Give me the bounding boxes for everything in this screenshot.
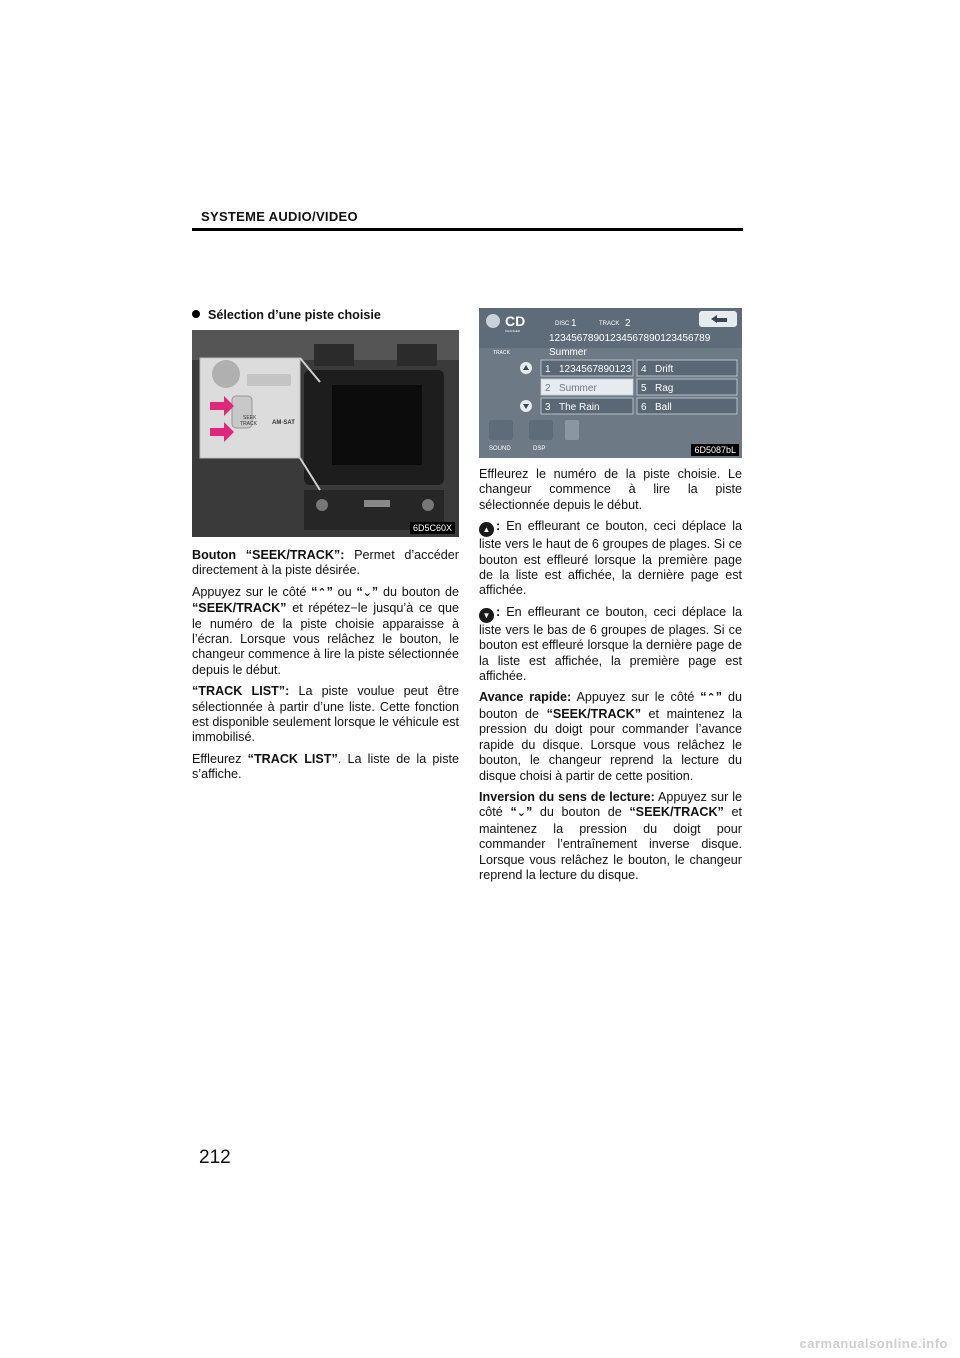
- disc-icon: [486, 314, 500, 328]
- page-header-title: SYSTEME AUDIO/VIDEO: [201, 209, 358, 224]
- term-track-list: “TRACK LIST”:: [192, 684, 290, 699]
- left-text-column: [192, 548, 459, 789]
- paragraph-press: [192, 585, 459, 678]
- text: et répétez−le jusqu’à ce que le numéro de la piste choisie apparaisse à l’écran. Lorsque vous relâchez le bouton, le changeur commence à lire la piste sélectionnée depuis le début.: [192, 601, 459, 677]
- text: Appuyez sur le côté: [192, 584, 312, 599]
- text: La piste voulue peut être sélectionnée à partir d’une liste. Cette fonction est disponible seulement lorsque le véhicule est immobilisé.: [192, 684, 459, 745]
- track-item-4[interactable]: [637, 360, 737, 376]
- quote-open: “: [356, 584, 363, 599]
- track-item-2-num: 2: [545, 383, 551, 394]
- chevron-down-icon: ⌄: [362, 586, 372, 599]
- track-tag: TRACK: [493, 350, 510, 356]
- seek-label-2: TRACK: [240, 421, 257, 427]
- paragraph-select-track: Effleurez le numéro de la piste choisie. Le changeur commence à lire la piste sélectionnée depuis le début.: [479, 467, 742, 512]
- paragraph-seek-track: [192, 548, 459, 579]
- dashboard-illustration: [192, 330, 459, 537]
- changer-icon: [565, 420, 579, 440]
- track-label: TRACK: [599, 321, 620, 327]
- cd-screen-illustration: [479, 308, 742, 458]
- track-item-6[interactable]: [637, 398, 737, 414]
- paragraph-touch-track-list: [192, 752, 459, 783]
- term-reverse: Inversion du sens de lecture:: [479, 789, 655, 804]
- current-track-name: Summer: [549, 347, 587, 358]
- quote-open: “: [700, 690, 707, 705]
- track-number: 2: [625, 318, 631, 329]
- track-item-5[interactable]: [637, 379, 737, 395]
- section-heading-text: Sélection d’une piste choisie: [208, 308, 381, 322]
- page-number: 212: [199, 1147, 231, 1168]
- text: Effleurez: [192, 751, 248, 766]
- paragraph-up-button: [479, 519, 742, 599]
- am-sat-label: AM·SAT: [272, 420, 295, 426]
- colon: :: [496, 519, 501, 534]
- term-seek-track: “SEEK/TRACK”: [192, 601, 287, 616]
- figure-code-label: 6D5C60X: [410, 522, 455, 534]
- chevron-down-icon: ⌄: [516, 807, 526, 820]
- dashboard-photo: [192, 330, 459, 537]
- footer-watermark: carmanualsonline.info: [799, 1336, 948, 1351]
- text: du bouton de: [479, 690, 742, 721]
- text: du bouton de: [378, 584, 459, 599]
- chevron-up-icon: ⌃: [706, 692, 716, 705]
- up-triangle-icon: ▲: [479, 522, 494, 537]
- text: du bouton de: [532, 805, 630, 820]
- header-rule: [192, 228, 743, 231]
- quote-open: “: [510, 805, 517, 820]
- quote-close: ”: [371, 584, 379, 599]
- text: En effleurant ce bouton, ceci déplace la liste vers le haut de 6 groupes de plages. Si ce bouton est effleuré lorsque la première page de la liste est affichée, la dernière page est affichée.: [479, 519, 742, 598]
- dsp-button[interactable]: [529, 420, 553, 440]
- track-item-4-name: Drift: [655, 364, 674, 375]
- text: . La liste de la piste s’affiche.: [192, 751, 459, 782]
- text: Appuyez sur le côté: [571, 690, 701, 705]
- dsp-label: DSP: [533, 446, 546, 452]
- text: ou: [332, 584, 357, 599]
- text: et maintenez la pression du doigt pour commander l’entraînement inverse disque. Lorsque vous relâchez le bouton, le changeur reprend la lecture du disque.: [479, 805, 742, 882]
- down-triangle-icon: ▼: [479, 608, 494, 623]
- quote-close: ”: [525, 805, 533, 820]
- disc-label: DISC: [555, 321, 570, 327]
- colon: :: [496, 604, 501, 619]
- section-heading: [192, 308, 381, 322]
- quote-close: ”: [326, 584, 333, 599]
- track-item-6-num: 6: [641, 402, 647, 413]
- term-seek-track: Bouton “SEEK/TRACK”:: [192, 548, 345, 562]
- paragraph-fast-forward: [479, 690, 742, 783]
- paragraph-track-list: [192, 684, 459, 746]
- seek-label-1: SEEK: [243, 415, 257, 421]
- right-text-column: [479, 467, 742, 889]
- paragraph-reverse: [479, 790, 742, 883]
- term-track-list: “TRACK LIST”: [247, 751, 338, 766]
- quote-open: “: [311, 584, 318, 599]
- track-item-1-num: 1: [545, 364, 551, 375]
- track-item-5-name: Rag: [655, 383, 674, 394]
- cd-title: CD: [505, 313, 526, 329]
- track-item-5-num: 5: [641, 383, 647, 394]
- bullet-icon: [192, 310, 200, 318]
- disc-number: 1: [571, 318, 577, 329]
- term-seek-track: “SEEK/TRACK”: [546, 706, 642, 721]
- figure-code-label: 6D5087bL: [691, 444, 739, 456]
- term-seek-track: “SEEK/TRACK”: [629, 805, 724, 820]
- sound-label: SOUND: [489, 446, 511, 452]
- chevron-up-icon: ⌃: [317, 586, 327, 599]
- track-item-6-name: Ball: [655, 402, 672, 413]
- cd-track-list-screen: [479, 308, 742, 458]
- quote-close: ”: [715, 690, 723, 705]
- disc-title-line: 12345678901234567890123456789: [549, 333, 711, 344]
- track-item-3-name: The Rain: [559, 402, 600, 413]
- text: Appuyez sur le côté: [479, 789, 742, 820]
- track-item-4-num: 4: [641, 364, 647, 375]
- text: En effleurant ce bouton, ceci déplace la liste vers le bas de 6 groupes de plages. Si ce bouton est effleuré lorsque la dernière page de la liste est affichée, la première page est affichée.: [479, 604, 742, 684]
- changer-label: CHANGER: [505, 329, 521, 333]
- track-item-3-num: 3: [545, 402, 551, 413]
- sound-button[interactable]: [489, 420, 513, 440]
- text: et maintenez la pression du doigt pour commander l’avance rapide du disque. Lorsque vous relâchez le bouton, le changeur reprend la lecture du disque choisi à partir de cette position.: [479, 706, 742, 783]
- track-item-2-name: Summer: [559, 383, 597, 394]
- track-item-1-name: 1234567890123: [559, 364, 632, 375]
- text: Permet d’accéder directement à la piste désirée.: [192, 548, 459, 578]
- paragraph-down-button: [479, 605, 742, 685]
- term-fast-forward: Avance rapide:: [479, 690, 572, 705]
